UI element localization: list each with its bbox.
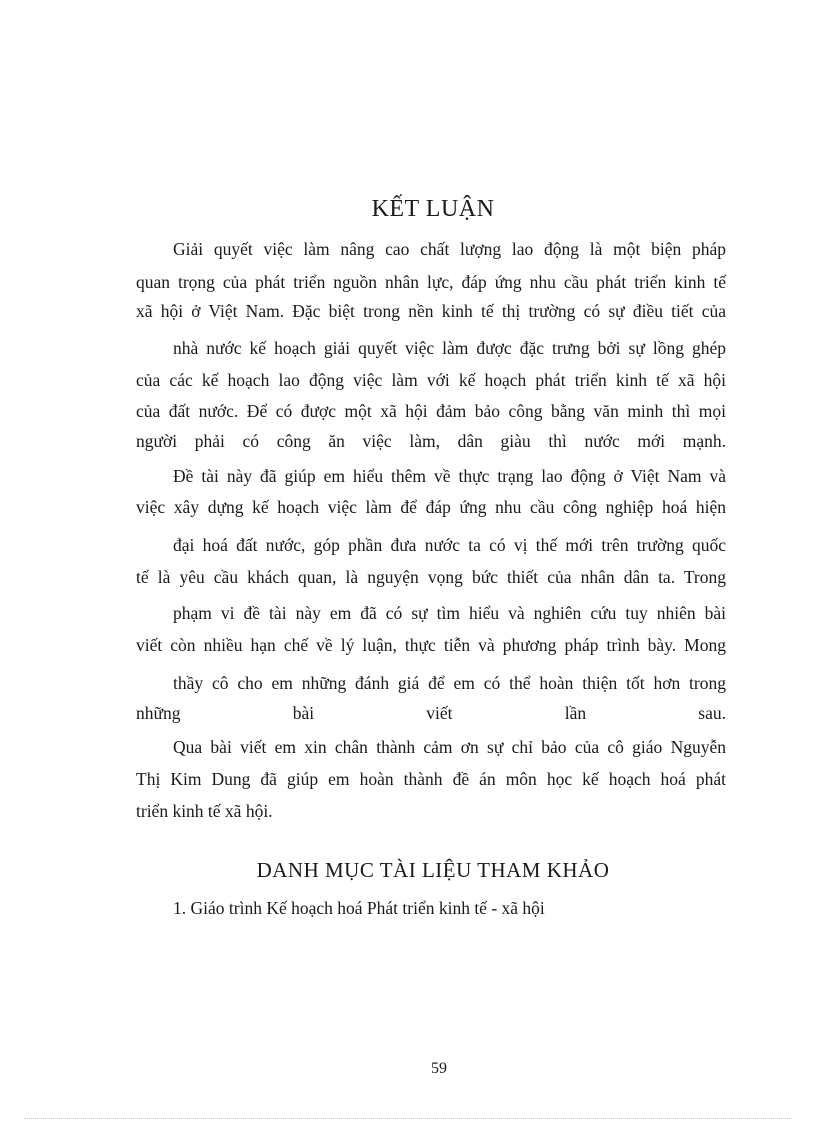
conclusion-line: của các kế hoạch lao động việc làm với kế hoạch phát triển kinh tế xã hội (136, 370, 726, 390)
spread-word: sau. (698, 703, 726, 723)
conclusion-line: Giải quyết việc làm nâng cao chất lượng lao động là một biện pháp (173, 239, 726, 259)
conclusion-line: Đề tài này đã giúp em hiểu thêm về thực trạng lao động ở Việt Nam và (173, 466, 726, 486)
conclusion-line: tế là yêu cầu khách quan, là nguyện vọng bức thiết của nhân dân ta. Trong (136, 567, 726, 587)
conclusion-title: KẾT LUẬN (371, 196, 495, 222)
conclusion-line: người phải có công ăn việc làm, dân giàu thì nước mới mạnh. (136, 431, 726, 451)
conclusion-line: Thị Kim Dung đã giúp em hoàn thành đề án môn học kế hoạch hoá phát (136, 769, 726, 789)
conclusion-line: viết còn nhiều hạn chế về lý luận, thực tiễn và phương pháp trình bày. Mong (136, 635, 726, 655)
references-title: DANH MỤC TÀI LIỆU THAM KHẢO (256, 858, 610, 882)
conclusion-line: của đất nước. Để có được một xã hội đảm bảo công bằng văn minh thì mọi (136, 401, 726, 421)
conclusion-line: xã hội ở Việt Nam. Đặc biệt trong nền kinh tế thị trường có sự điều tiết của (136, 301, 726, 321)
conclusion-line: quan trọng của phát triển nguồn nhân lực, đáp ứng nhu cầu phát triển kinh tế (136, 272, 726, 292)
conclusion-line: thầy cô cho em những đánh giá để em có thể hoàn thiện tốt hơn trong (173, 673, 726, 693)
page-bottom-rule (24, 1118, 792, 1119)
conclusion-line: nhà nước kế hoạch giải quyết việc làm được đặc trưng bởi sự lồng ghép (173, 338, 726, 358)
reference-item: 1. Giáo trình Kế hoạch hoá Phát triển kinh tế - xã hội (173, 898, 545, 918)
spread-word: lần (564, 703, 587, 723)
page-number: 59 (431, 1060, 447, 1077)
conclusion-line: việc xây dựng kế hoạch việc làm để đáp ứng nhu cầu công nghiệp hoá hiện (136, 497, 726, 517)
conclusion-spread-line (136, 703, 726, 723)
conclusion-line: triển kinh tế xã hội. (136, 801, 273, 821)
spread-word: bài (292, 703, 315, 723)
conclusion-line: Qua bài viết em xin chân thành cảm ơn sự chỉ bảo của cô giáo Nguyễn (173, 737, 726, 757)
conclusion-line: đại hoá đất nước, góp phần đưa nước ta có vị thế mới trên trường quốc (173, 535, 726, 555)
spread-word: những (136, 703, 181, 723)
spread-word: viết (426, 703, 453, 723)
conclusion-line: phạm vi đề tài này em đã có sự tìm hiểu và nghiên cứu tuy nhiên bài (173, 603, 726, 623)
